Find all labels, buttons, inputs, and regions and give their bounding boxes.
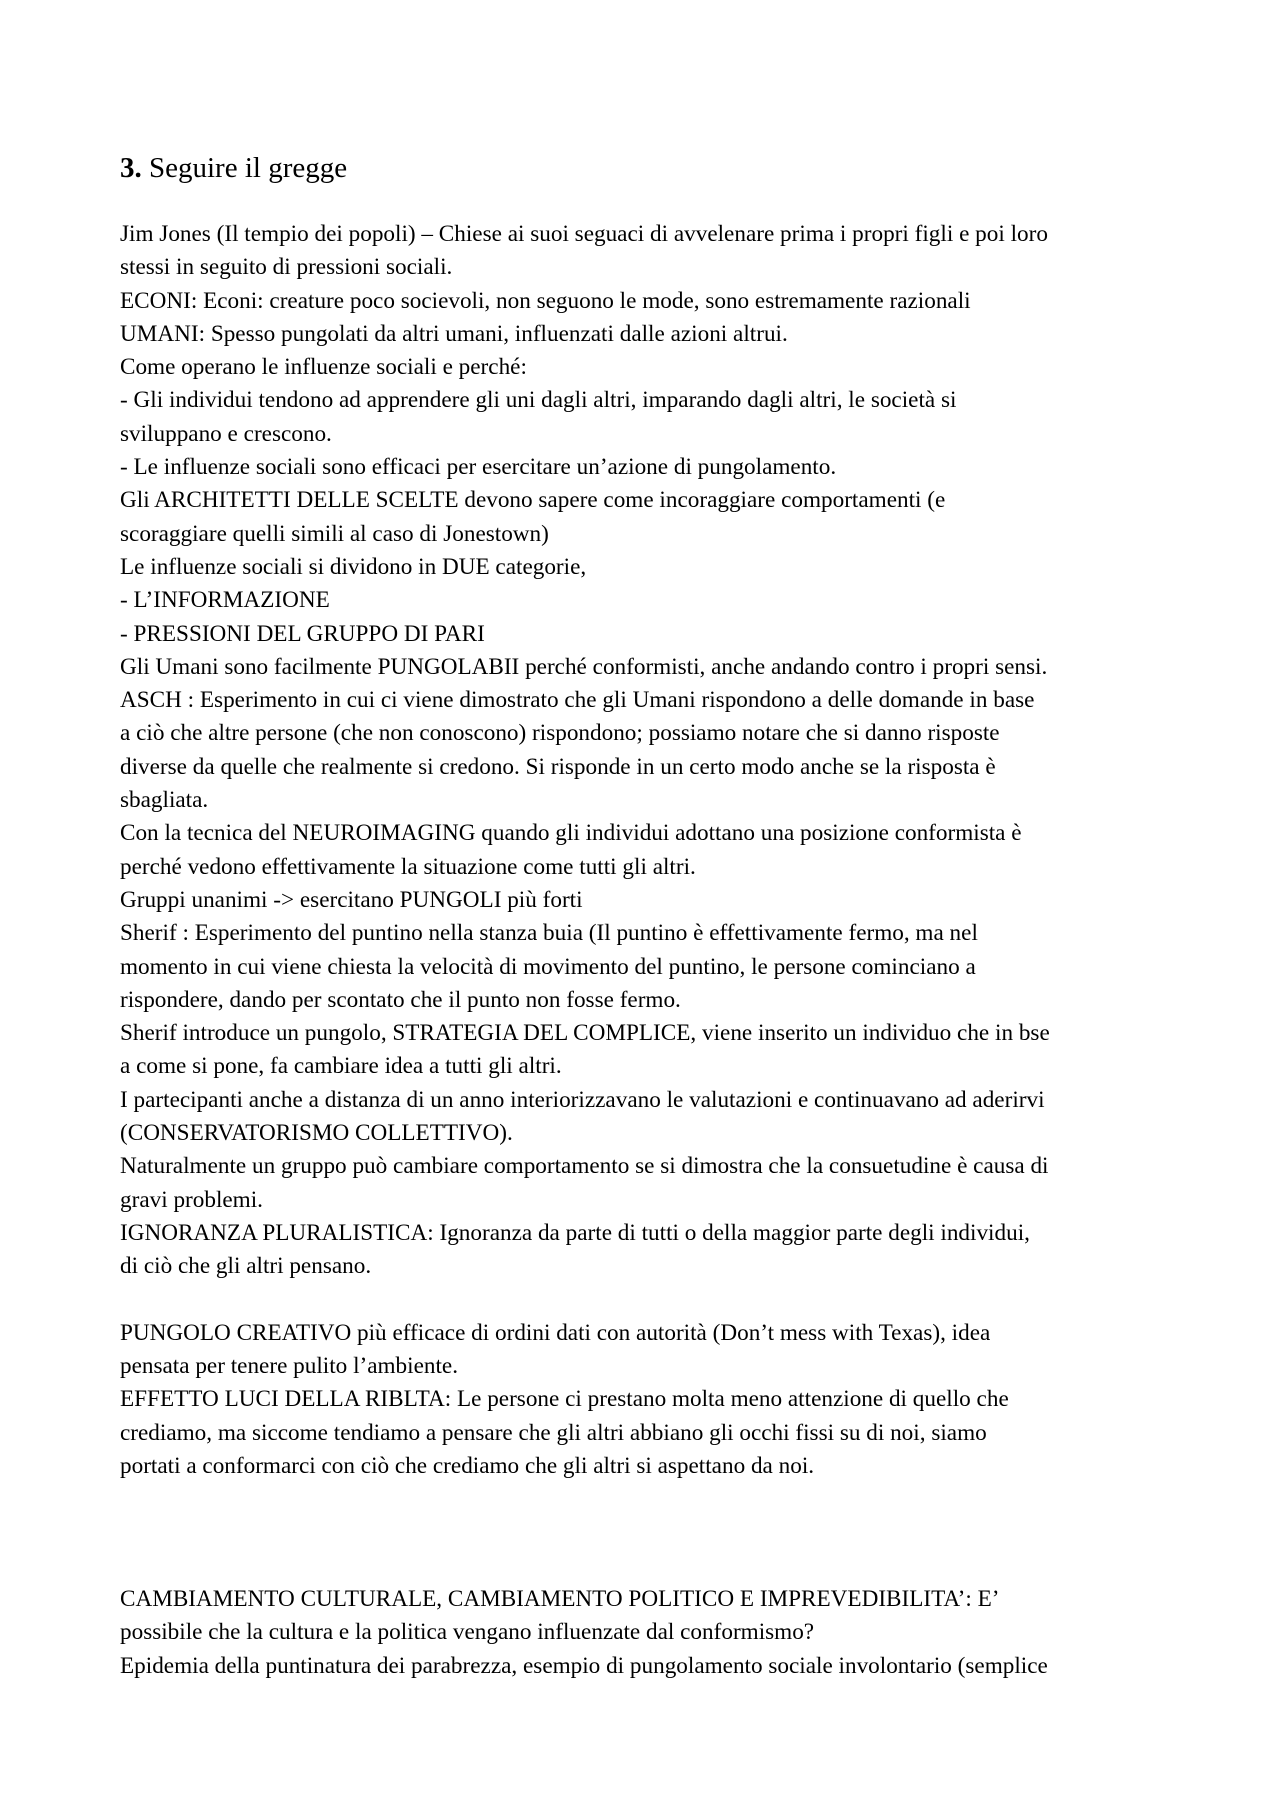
document-body xyxy=(120,218,1180,1683)
text-line: Sherif introduce un pungolo, STRATEGIA DEL COMPLICE, viene inserito un individuo che in bse xyxy=(120,1020,1050,1047)
text-line: UMANI: Spesso pungolati da altri umani, influenzati dalle azioni altrui. xyxy=(120,320,788,347)
text-line: Naturalmente un gruppo può cambiare comportamento se si dimostra che la consuetudine è causa di xyxy=(120,1153,1049,1180)
text-line: pensata per tenere pulito l’ambiente. xyxy=(120,1353,459,1380)
text-line: Gli ARCHITETTI DELLE SCELTE devono sapere come incoraggiare comportamenti (e xyxy=(120,487,946,514)
text-line: Come operano le influenze sociali e perché: xyxy=(120,354,527,381)
text-line: di ciò che gli altri pensano. xyxy=(120,1253,372,1280)
text-line: Jim Jones (Il tempio dei popoli) – Chiese ai suoi seguaci di avvelenare prima i propri figli e poi loro xyxy=(120,221,1048,247)
text-line: - Gli individui tendono ad apprendere gli uni dagli altri, imparando dagli altri, le società si xyxy=(120,387,957,414)
text-line: scoraggiare quelli simili al caso di Jonestown) xyxy=(120,520,549,547)
blank-line xyxy=(120,1550,1180,1583)
blank-line xyxy=(120,1517,1180,1550)
text-line: IGNORANZA PLURALISTICA: Ignoranza da parte di tutti o della maggior parte degli individui, xyxy=(120,1219,1030,1246)
section-heading xyxy=(120,150,347,186)
text-line: Gruppi unanimi -> esercitano PUNGOLI più forti xyxy=(120,886,583,913)
text-line: stessi in seguito di pressioni sociali. xyxy=(120,254,453,281)
text-line: EFFETTO LUCI DELLA RIBLTA: Le persone ci prestano molta meno attenzione di quello che xyxy=(120,1386,1009,1413)
blank-line xyxy=(120,1284,1180,1317)
text-line: sviluppano e crescono. xyxy=(120,420,332,447)
text-line: perché vedono effettivamente la situazione come tutti gli altri. xyxy=(120,853,696,880)
text-line: PUNGOLO CREATIVO più efficace di ordini dati con autorità (Don’t mess with Texas), idea xyxy=(120,1319,991,1346)
text-line: rispondere, dando per scontato che il punto non fosse fermo. xyxy=(120,986,681,1013)
text-line: possibile che la cultura e la politica vengano influenzate dal conformismo? xyxy=(120,1619,815,1646)
text-line: - Le influenze sociali sono efficaci per esercitare un’azione di pungolamento. xyxy=(120,454,837,481)
text-line: sbagliata. xyxy=(120,787,209,814)
text-line: gravi problemi. xyxy=(120,1186,263,1213)
text-line: - L’INFORMAZIONE xyxy=(120,587,330,614)
text-line: crediamo, ma siccome tendiamo a pensare che gli altri abbiano gli occhi fissi su di noi, siamo xyxy=(120,1419,987,1446)
text-line: CAMBIAMENTO CULTURALE, CAMBIAMENTO POLITICO E IMPREVEDIBILITA’: E’ xyxy=(120,1586,1000,1613)
blank-line xyxy=(120,1483,1180,1516)
text-line: a come si pone, fa cambiare idea a tutti gli altri. xyxy=(120,1053,562,1080)
text-line: momento in cui viene chiesta la velocità di movimento del puntino, le persone cominciano a xyxy=(120,953,976,980)
text-line: Le influenze sociali si dividono in DUE categorie, xyxy=(120,553,587,580)
section-number: 3. xyxy=(120,152,142,184)
text-line: diverse da quelle che realmente si credono. Si risponde in un certo modo anche se la risposta è xyxy=(120,753,996,780)
text-line: ECONI: Econi: creature poco socievoli, non seguono le mode, sono estremamente razionali xyxy=(120,287,971,314)
text-line: portati a conformarci con ciò che crediamo che gli altri si aspettano da noi. xyxy=(120,1452,815,1479)
text-line: a ciò che altre persone (che non conoscono) rispondono; possiamo notare che si danno risposte xyxy=(120,720,1000,747)
text-line: Con la tecnica del NEUROIMAGING quando gli individui adottano una posizione conformista è xyxy=(120,820,1022,847)
text-line: Sherif : Esperimento del puntino nella stanza buia (Il puntino è effettivamente fermo, ma nel xyxy=(120,920,978,947)
text-line: - PRESSIONI DEL GRUPPO DI PARI xyxy=(120,620,485,647)
text-line: Gli Umani sono facilmente PUNGOLABII perché conformisti, anche andando contro i propri sensi. xyxy=(120,653,1048,680)
section-title: Seguire il gregge xyxy=(141,152,348,184)
text-line: ASCH : Esperimento in cui ci viene dimostrato che gli Umani rispondono a delle domande in base xyxy=(120,687,1035,714)
text-line: Epidemia della puntinatura dei parabrezza, esempio di pungolamento sociale involontario (semplice xyxy=(120,1652,1048,1679)
text-line: I partecipanti anche a distanza di un anno interiorizzavano le valutazioni e continuavano ad aderirvi xyxy=(120,1086,1045,1113)
text-line: (CONSERVATORISMO COLLETTIVO). xyxy=(120,1120,513,1147)
